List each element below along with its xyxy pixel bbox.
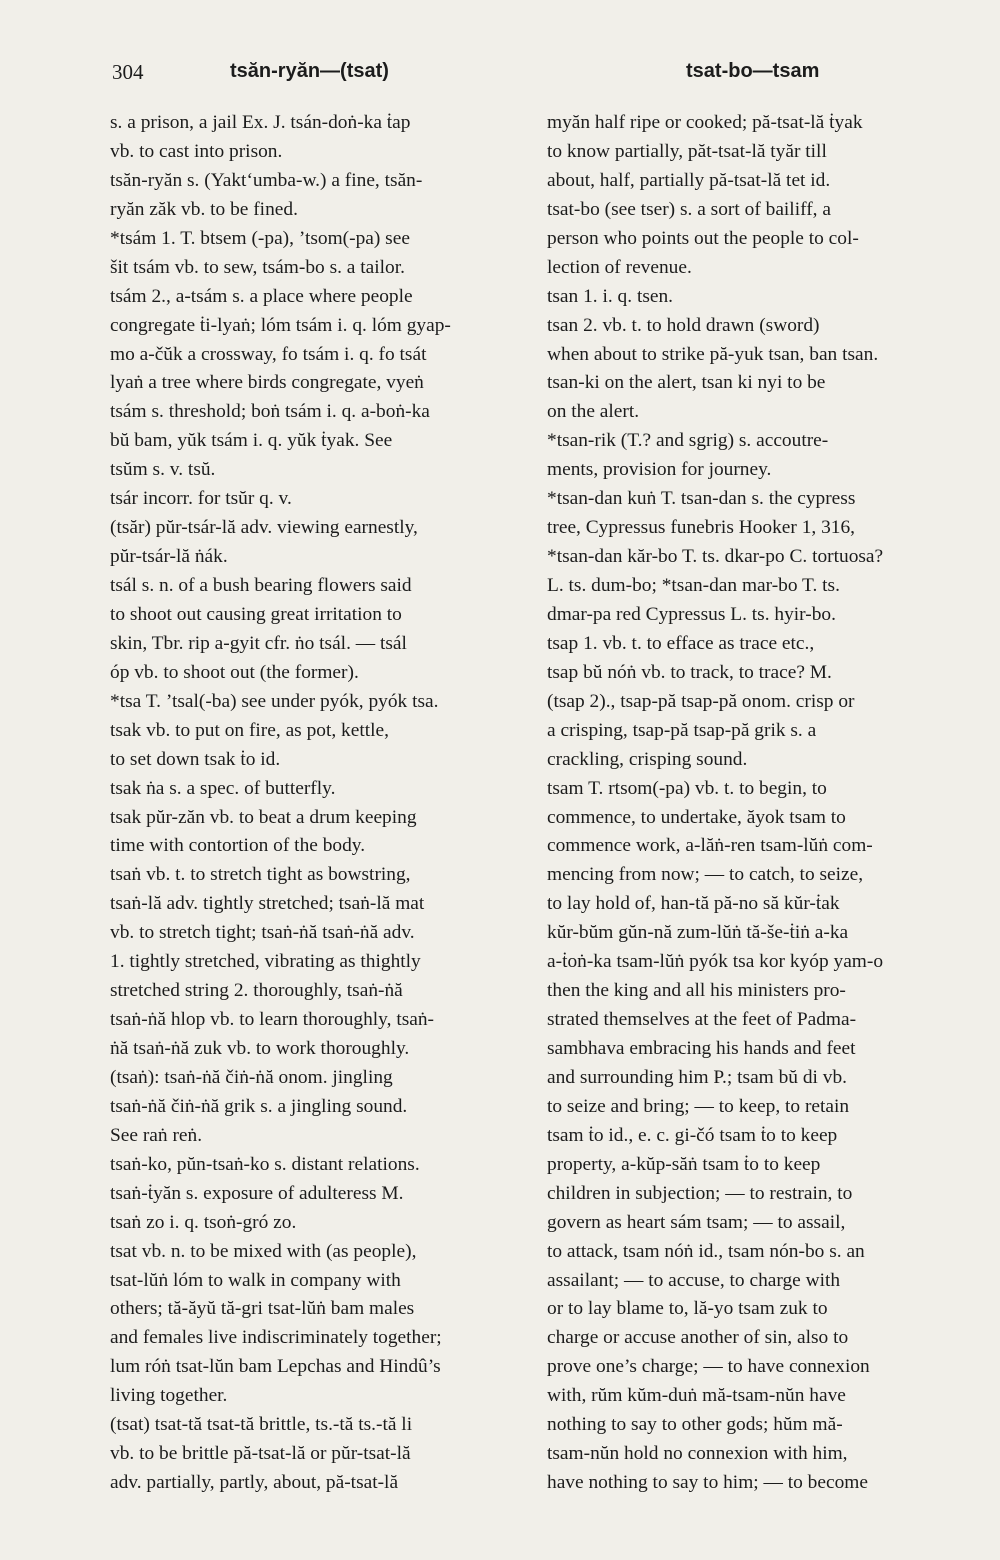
text-line: tsaṅ vb. t. to stretch tight as bowstring, xyxy=(110,864,411,886)
left-running-head: tsăn-ryăn—(tsat) xyxy=(230,60,389,82)
right-column xyxy=(547,109,961,1498)
text-line: skin, Tbr. rip a-gyit cfr. ṅo tsál. — tsál xyxy=(110,632,407,654)
text-line: stretched string 2. thoroughly, tsaṅ-ṅă xyxy=(110,980,403,1002)
text-line: *tsám 1. T. btsem (-pa), ’tsom(-pa) see xyxy=(110,227,410,249)
text-line: tsár incorr. for tsŭr q. v. xyxy=(110,488,292,510)
text-line: sambhava embracing his hands and feet xyxy=(547,1038,856,1059)
text-line: myăn half ripe or cooked; pă-tsat-lă ṫyak xyxy=(547,112,863,133)
text-line: govern as heart sám tsam; — to assail, xyxy=(547,1211,846,1233)
text-line: ṅă tsaṅ-ṅă zuk vb. to work thoroughly. xyxy=(110,1038,410,1059)
text-line: tsap bŭ nóṅ vb. to track, to trace? M. xyxy=(547,661,832,683)
text-line: about, half, partially pă-tsat-lă tet id. xyxy=(547,169,831,191)
text-line: tsak ṅa s. a spec. of butterfly. xyxy=(110,777,336,799)
text-line: L. ts. dum-bo; *tsan-dan mar-bo T. ts. xyxy=(547,575,840,596)
text-line: tsak pŭr-zăn vb. to beat a drum keeping xyxy=(110,806,417,828)
text-line: strated themselves at the feet of Padma- xyxy=(547,1009,857,1031)
text-line: (tsaṅ): tsaṅ-ṅă čiṅ-ṅă onom. jingling xyxy=(110,1066,393,1088)
text-line: tsaṅ-ko, pŭn-tsaṅ-ko s. distant relations. xyxy=(110,1153,420,1175)
text-line: and females live indiscriminately together; xyxy=(110,1327,442,1349)
text-line: when about to strike pă-yuk tsan, ban tsan. xyxy=(547,343,879,365)
text-line: living together. xyxy=(110,1385,228,1407)
text-line: s. a prison, a jail Ex. J. tsán-doṅ-ka ṫap xyxy=(110,112,411,133)
text-line: tsaṅ-lă adv. tightly stretched; tsaṅ-lă mat xyxy=(110,893,425,915)
text-line: to shoot out causing great irritation to xyxy=(110,603,402,625)
text-line: tsan 2. vb. t. to hold drawn (sword) xyxy=(547,314,820,336)
text-line: charge or accuse another of sin, also to xyxy=(547,1327,849,1349)
text-line: adv. partially, partly, about, pă-tsat-lă xyxy=(110,1472,399,1494)
text-line: tsan 1. i. q. tsen. xyxy=(547,285,674,307)
text-line: (tsat) tsat-tă tsat-tă brittle, ts.-tă ts.-tă li xyxy=(110,1414,413,1436)
text-line: with, rŭm kŭm-duṅ mă-tsam-nŭn have xyxy=(547,1385,846,1407)
text-line: lyaṅ a tree where birds congregate, vyeṅ xyxy=(110,372,424,394)
text-line: assailant; — to accuse, to charge with xyxy=(547,1269,841,1291)
text-line: tree, Cypressus funebris Hooker 1, 316, xyxy=(547,517,856,539)
text-line: 1. tightly stretched, vibrating as thightly xyxy=(110,951,421,973)
right-running-head: tsat-bo—tsam xyxy=(686,60,820,82)
text-line: nothing to say to other gods; hŭm mă- xyxy=(547,1414,843,1436)
text-line: to know partially, păt-tsat-lă tyăr till xyxy=(547,140,827,162)
text-line: lum róṅ tsat-lŭn bam Lepchas and Hindû’s xyxy=(110,1356,441,1378)
text-line: a-ṫoṅ-ka tsam-lŭṅ pyók tsa kor kyóp yam-o xyxy=(547,951,884,973)
text-line: then the king and all his ministers pro- xyxy=(547,980,846,1002)
text-line: *tsan-rik (T.? and sgrig) s. accoutre- xyxy=(547,430,829,452)
text-line: šit tsám vb. to sew, tsám-bo s. a tailor. xyxy=(110,256,405,278)
page-number: 304 xyxy=(112,60,144,84)
text-line: others; tă-ăyŭ tă-gri tsat-lŭṅ bam males xyxy=(110,1298,415,1320)
text-line: or to lay blame to, lă-yo tsam zuk to xyxy=(547,1298,828,1320)
text-line: tsam T. rtsom(-pa) vb. t. to begin, to xyxy=(547,777,827,799)
text-line: vb. to be brittle pă-tsat-lă or pŭr-tsat-lă xyxy=(110,1443,411,1465)
text-line: ments, provision for journey. xyxy=(547,459,772,481)
text-line: tsan-ki on the alert, tsan ki nyi to be xyxy=(547,372,826,394)
text-line: tsam ṫo id., e. c. gi-čó tsam ṫo to keep xyxy=(547,1124,838,1146)
text-line: ryăn zăk vb. to be fined. xyxy=(110,198,298,220)
text-line: vb. to cast into prison. xyxy=(110,140,283,162)
text-line: tsám 2., a-tsám s. a place where people xyxy=(110,285,413,307)
text-line: a crisping, tsap-pă tsap-pă grik s. a xyxy=(547,719,817,741)
text-line: to seize and bring; — to keep, to retain xyxy=(547,1095,850,1117)
text-line: bŭ bam, yŭk tsám i. q. yŭk ṫyak. See xyxy=(110,430,393,452)
text-line: commence, to undertake, ăyok tsam to xyxy=(547,806,846,828)
text-line: children in subjection; — to restrain, to xyxy=(547,1182,853,1204)
text-line: óp vb. to shoot out (the former). xyxy=(110,661,359,683)
text-line: pŭr-tsár-lă ṅák. xyxy=(110,546,228,568)
text-line: tsak vb. to put on fire, as pot, kettle, xyxy=(110,719,389,741)
text-line: to lay hold of, han-tă pă-no să kŭr-ṫak xyxy=(547,893,840,915)
text-line: crackling, crisping sound. xyxy=(547,748,748,770)
text-line: dmar-pa red Cypressus L. ts. hyir-bo. xyxy=(547,603,836,625)
text-line: (tsăr) pŭr-tsár-lă adv. viewing earnestly, xyxy=(110,517,418,539)
text-line: kŭr-bŭm gŭn-nă zum-lŭṅ tă-še-ṫiṅ a-ka xyxy=(547,922,849,944)
text-line: mo a-čŭk a crossway, fo tsám i. q. fo tsát xyxy=(110,343,427,365)
text-line: (tsap 2)., tsap-pă tsap-pă onom. crisp or xyxy=(547,690,855,712)
text-line: tsaṅ-ṅă hlop vb. to learn thoroughly, tsaṅ- xyxy=(110,1009,435,1031)
text-line: vb. to stretch tight; tsaṅ-ṅă tsaṅ-ṅă adv. xyxy=(110,922,415,944)
running-header xyxy=(0,0,1000,100)
text-line: on the alert. xyxy=(547,401,640,423)
text-line: person who points out the people to col- xyxy=(547,227,859,249)
text-line: time with contortion of the body. xyxy=(110,835,366,857)
text-line: tsat-lŭṅ lóm to walk in company with xyxy=(110,1269,401,1291)
text-line: See raṅ reṅ. xyxy=(110,1124,203,1146)
text-line: tsám s. threshold; boṅ tsám i. q. a-boṅ-ka xyxy=(110,401,430,423)
text-line: property, a-kŭp-săṅ tsam ṫo to keep xyxy=(547,1153,821,1175)
text-line: tsat vb. n. to be mixed with (as people), xyxy=(110,1240,417,1262)
text-line: have nothing to say to him; — to become xyxy=(547,1472,868,1494)
text-line: *tsa T. ’tsal(-ba) see under pyók, pyók tsa. xyxy=(110,690,439,712)
text-line: *tsan-dan kuṅ T. tsan-dan s. the cypress xyxy=(547,488,856,510)
text-line: lection of revenue. xyxy=(547,256,692,278)
text-line: congregate ṫi-lyaṅ; lóm tsám i. q. lóm gyap- xyxy=(110,314,451,336)
text-line: tsăn-ryăn s. (Yakt‘umba-w.) a fine, tsăn- xyxy=(110,169,423,191)
text-line: tsál s. n. of a bush bearing flowers said xyxy=(110,575,412,596)
text-line: to attack, tsam nóṅ id., tsam nón-bo s. an xyxy=(547,1240,865,1262)
text-line: to set down tsak ṫo id. xyxy=(110,748,281,770)
text-line: tsaṅ-ṅă čiṅ-ṅă grik s. a jingling sound. xyxy=(110,1095,408,1117)
text-line: mencing from now; — to catch, to seize, xyxy=(547,864,864,886)
text-line: and surrounding him P.; tsam bŭ di vb. xyxy=(547,1066,848,1088)
text-line: tsat-bo (see tser) s. a sort of bailiff, a xyxy=(547,198,831,220)
text-line: *tsan-dan kăr-bo T. ts. dkar-po C. tortuosa? xyxy=(547,546,884,568)
text-line: commence work, a-lăṅ-ren tsam-lŭṅ com- xyxy=(547,835,873,857)
text-line: prove one’s charge; — to have connexion xyxy=(547,1356,870,1378)
text-line: tsap 1. vb. t. to efface as trace etc., xyxy=(547,632,815,654)
text-line: tsam-nŭn hold no connexion with him, xyxy=(547,1443,848,1465)
text-line: tsŭm s. v. tsŭ. xyxy=(110,459,216,481)
text-line: tsaṅ-ṫyăn s. exposure of adulteress M. xyxy=(110,1182,404,1204)
left-column xyxy=(110,109,524,1498)
text-line: tsaṅ zo i. q. tsoṅ-gró zo. xyxy=(110,1211,297,1233)
